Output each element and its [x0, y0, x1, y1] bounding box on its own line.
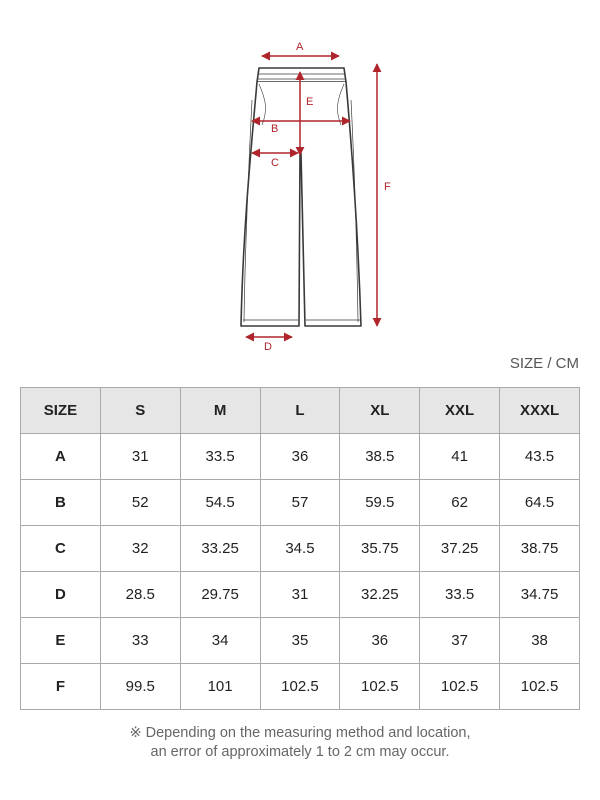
table-cell: 36 — [340, 618, 420, 664]
table-cell: 38 — [500, 618, 580, 664]
pants-illustration — [241, 68, 361, 326]
table-cell: 35.75 — [340, 526, 420, 572]
table-cell: 102.5 — [340, 664, 420, 710]
column-header: XL — [340, 388, 420, 434]
table-cell: 37.25 — [420, 526, 500, 572]
table-row — [21, 572, 580, 618]
row-header: D — [21, 572, 101, 618]
row-header: C — [21, 526, 101, 572]
label-a: A — [296, 41, 304, 53]
table-cell: 102.5 — [420, 664, 500, 710]
label-f: F — [384, 181, 391, 193]
table-cell: 33.25 — [180, 526, 260, 572]
table-row — [21, 480, 580, 526]
table-cell: 62 — [420, 480, 500, 526]
table-cell: 43.5 — [500, 434, 580, 480]
table-cell: 28.5 — [100, 572, 180, 618]
column-header: XXL — [420, 388, 500, 434]
table-cell: 102.5 — [500, 664, 580, 710]
table-row — [21, 434, 580, 480]
table-header-row — [21, 388, 580, 434]
table-cell: 57 — [260, 480, 340, 526]
table-row — [21, 618, 580, 664]
table-cell: 102.5 — [260, 664, 340, 710]
note-line-1: ※ Depending on the measuring method and location, — [129, 725, 471, 741]
table-cell: 38.5 — [340, 434, 420, 480]
table-cell: 34 — [180, 618, 260, 664]
measurement-note — [0, 724, 600, 762]
table-row — [21, 664, 580, 710]
table-cell: 34.5 — [260, 526, 340, 572]
table-cell: 33 — [100, 618, 180, 664]
label-d: D — [264, 341, 272, 353]
row-header: A — [21, 434, 101, 480]
table-cell: 37 — [420, 618, 500, 664]
table-cell: 64.5 — [500, 480, 580, 526]
column-header: S — [100, 388, 180, 434]
label-b: B — [271, 123, 279, 135]
table-cell: 54.5 — [180, 480, 260, 526]
column-header: M — [180, 388, 260, 434]
table-cell: 29.75 — [180, 572, 260, 618]
table-cell: 101 — [180, 664, 260, 710]
note-line-2: an error of approximately 1 to 2 cm may occur. — [150, 744, 450, 760]
row-header: B — [21, 480, 101, 526]
table-cell: 35 — [260, 618, 340, 664]
label-c: C — [271, 157, 279, 169]
table-cell: 34.75 — [500, 572, 580, 618]
column-header: XXXL — [500, 388, 580, 434]
table-cell: 99.5 — [100, 664, 180, 710]
table-cell: 31 — [100, 434, 180, 480]
column-header: L — [260, 388, 340, 434]
table-cell: 33.5 — [180, 434, 260, 480]
table-row — [21, 526, 580, 572]
table-cell: 36 — [260, 434, 340, 480]
column-header: SIZE — [21, 388, 101, 434]
table-cell: 52 — [100, 480, 180, 526]
label-e: E — [306, 96, 314, 108]
row-header: F — [21, 664, 101, 710]
table-cell: 41 — [420, 434, 500, 480]
table-cell: 33.5 — [420, 572, 500, 618]
table-cell: 32.25 — [340, 572, 420, 618]
size-table — [20, 387, 580, 710]
table-cell: 31 — [260, 572, 340, 618]
table-cell: 59.5 — [340, 480, 420, 526]
pants-measurement-diagram — [0, 0, 600, 360]
table-cell: 32 — [100, 526, 180, 572]
row-header: E — [21, 618, 101, 664]
unit-label: SIZE / CM — [509, 355, 579, 372]
table-cell: 38.75 — [500, 526, 580, 572]
